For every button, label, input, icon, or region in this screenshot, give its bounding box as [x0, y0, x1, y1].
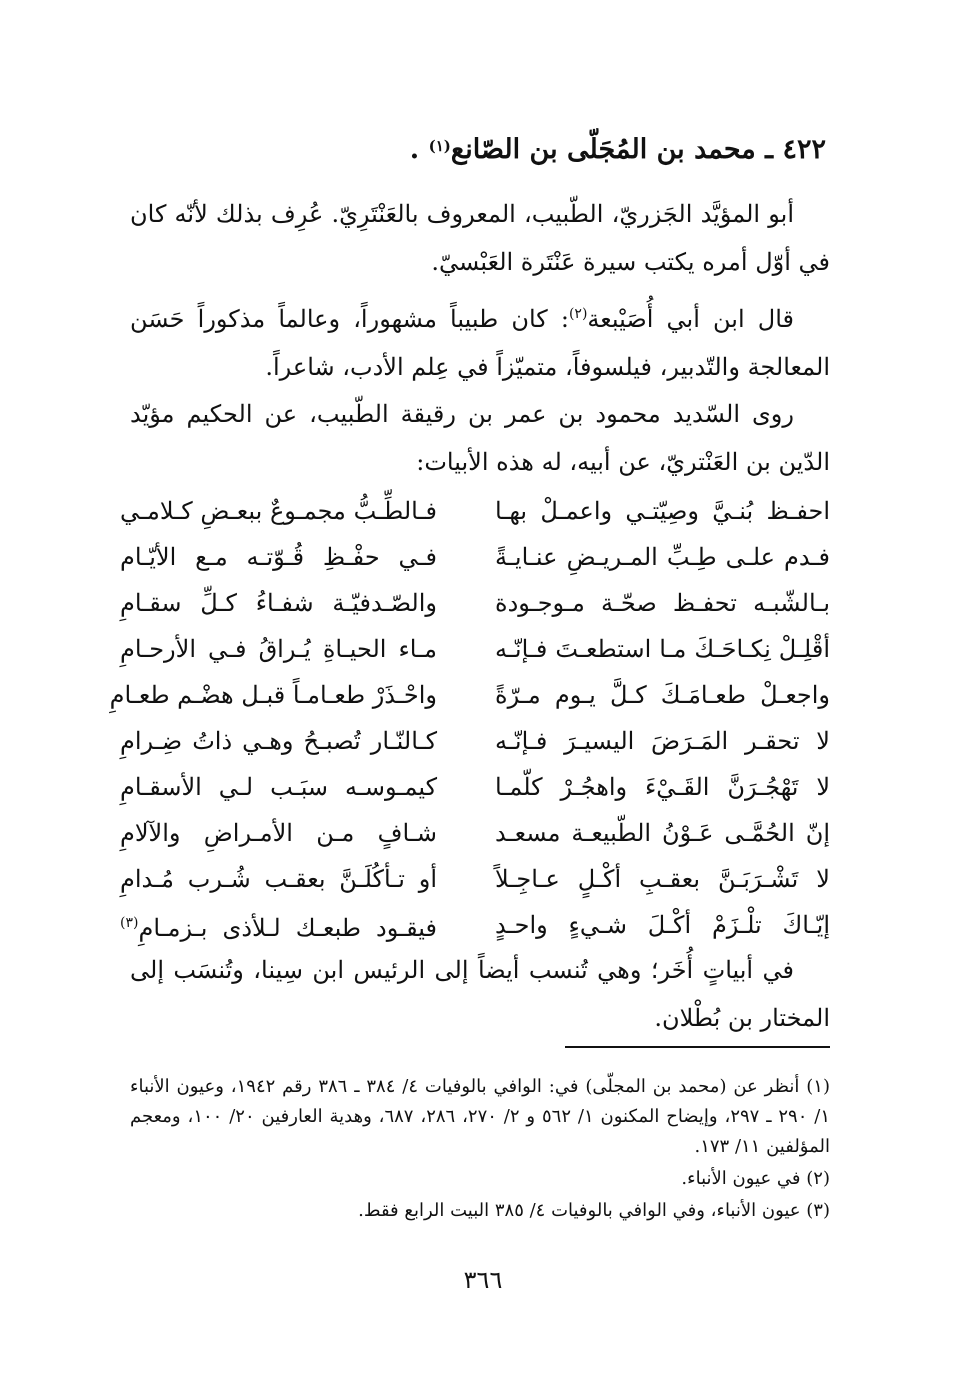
entry-end: .: [409, 134, 429, 165]
poem: [109, 488, 830, 948]
entry-number: ٤٢٢: [782, 134, 826, 165]
verse: [120, 856, 830, 902]
verse: [120, 534, 830, 580]
paragraph-quote: [130, 290, 830, 391]
verse-first-hemistich: بـالشّبـه تحفـظ صحّـة مـوجـودة: [495, 589, 830, 617]
footnote-divider: [565, 1046, 830, 1048]
footnotes: [130, 1072, 830, 1228]
verse-first-hemistich: فـدم علـى طِـبِّ المـريـضِ عنـايـةً: [495, 543, 830, 571]
paragraph-narration: روى السّديد محمود بن عمر بن رقيقة الطّبيب، عن الحكيم مؤيّد الدّين بن العَنْتريّ، عن أبيه، له هذه الأبيات:: [130, 400, 830, 476]
verse-second-hemistich: كـالنّـار تُصبـحُ وهـي ذاتُ ضِـرامِ: [120, 727, 437, 755]
paragraph-quote-before: قال ابن أبي أُصَيْبعة: [587, 305, 794, 333]
verse: [120, 902, 830, 948]
paragraph-intro: أبو المؤيَّد الجَزريّ، الطّبيب، المعروف بالعَنْتَرِيّ. عُرِف بذلك لأنّه كان في أوّل أمره يكتب سيرة عَنْتَرة العَبْسيّ.: [130, 200, 830, 276]
paragraph-closing: في أبياتٍ أُخَر؛ وهي تُنسب أيضاً إلى الرئيس ابن سِينا، وتُنسَب إلى المختار بن بُطْلان.: [130, 956, 830, 1032]
verse-second-hemistich: فـي حفْـظِ قُـوّتـه مـع الأيّـام: [120, 543, 437, 571]
paragraph-quote-after: : كان طبيباً مشهوراً، وعالماً مذكوراً حَسَن المعالجة والتّدبير، فيلسوفاً، متميّزاً في عِلم الأدب، شاعراً.: [130, 305, 830, 381]
verse: [120, 580, 830, 626]
verse: [120, 718, 830, 764]
entry-name: محمد بن المُجَلّى بن الصّانع: [450, 134, 756, 165]
verse-first-hemistich: لا تحقـر المَـرَضَ اليسيـرَ فـإنّـه: [495, 727, 830, 755]
verse-first-hemistich: أقْلِـلْ نِكـاحَـكَ مـا استطعـتَ فـإنّـه: [495, 635, 830, 663]
verse-second-hemistich: كيمـوسـه سبَـب لـي الأسقـامِ: [120, 773, 437, 801]
verse-first-hemistich: لا تَشْـرَبَـنَّ بعقـبِ أكْـلٍ عـاجِـلاً: [495, 865, 830, 893]
verse-second-hemistich: شـافٍ مـن الأمـراضِ والآلامِ: [120, 819, 437, 847]
verse-first-hemistich: لا تَهْجُـرَنَّ القَـيْءَ واهجُـرْ كلّمـا: [495, 773, 830, 801]
verse: [120, 810, 830, 856]
verse-second-hemistich-text: فيقـود طبعـك لـلأذى بـزمـامِ: [138, 913, 437, 942]
verse-first-hemistich: إيّـاكَ تلْـزَمْ أكْـلَ شـيءٍ واحـدٍ: [495, 911, 830, 939]
footnote: (٢) في عيون الأنباء.: [681, 1168, 830, 1189]
verse: [109, 672, 830, 718]
verse-second-hemistich: فـالطِّـبُّ مجمـوعٌ ببعـضِ كـلامـي: [120, 497, 437, 525]
footnote-ref-3: (٣): [120, 914, 139, 931]
verse-second-hemistich: والصّـدفيّـة شفـاءُ كـلِّ سقـامِ: [120, 589, 437, 617]
verse: [120, 488, 830, 534]
verse-second-hemistich: أو تـأكُلَـنَّ بعقـب شُـرب مُـدامِ: [120, 865, 437, 893]
footnote-ref-1: (١): [428, 137, 451, 155]
verse: [120, 764, 830, 810]
footnote: (٣) عيون الأنباء، وفي الوافي بالوفيات ٤/ ٣٨٥ البيت الرابع فقط.: [358, 1200, 830, 1221]
footnote: (١) أنظر عن (محمد بن المجلّى) في: الوافي بالوفيات ٤/ ٣٨٤ ـ ٣٨٦ رقم ١٩٤٢، وعيون الأنباء ١/ ٢٩٠ ـ ٢٩٧، وإيضاح المكنون ١/ ٥٦٢ و ٢/ ٢٧٠، ٢٨٦، ٦٨٧، وهدية العارفين ٢٠/ ١٠٠، ومعجم المؤلفين ١١/ ١٧٣.: [130, 1076, 831, 1157]
page-number: ٣٦٦: [463, 1266, 503, 1294]
verse-second-hemistich: واحْـذَرْ طعـامـاً قبـل هضْـم طعـامِ: [109, 681, 437, 709]
verse-second-hemistich: مـاء الحيـاةِ يُـراقُ فـي الأرحـامِ: [120, 635, 437, 663]
verse-first-hemistich: احفـظ بُنـيَّ وصِيّتـي واعمـلْ بهـا: [495, 497, 830, 525]
verse-first-hemistich: إنّ الحُمَّـى عَـوْنُ الطّبيعـة مسعـد: [495, 819, 830, 847]
verse: [120, 626, 830, 672]
verse-second-hemistich: [120, 900, 437, 951]
verse-first-hemistich: واجعـلْ طعـامَـكَ كـلَّ يـوم مـرّةً: [495, 681, 830, 709]
entry-heading: [126, 128, 826, 172]
entry-dash: ـ: [755, 134, 783, 165]
footnote-ref-2: (٢): [568, 306, 588, 322]
